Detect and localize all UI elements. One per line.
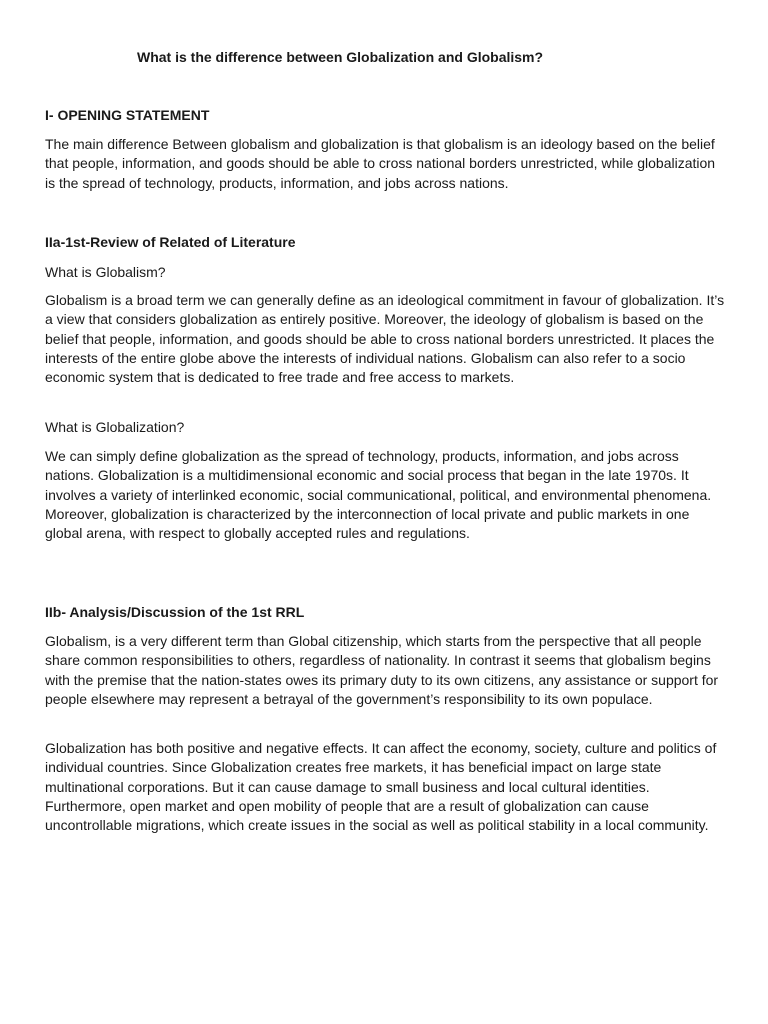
globalism-definition-paragraph: Globalism is a broad term we can generally define as an ideological commitment in favour of globalization. It’s a view that considers globalization as entirely positive. Moreover, the ideology of globalism is based on the belief that people, information, and goods should be able to cross national borders unrestricted. It places the interests of the entire globe above the interests of individual nations. Globalism can also refer to a socio economic system that is dedicated to free trade and free access to markets. (45, 292, 725, 386)
opening-statement-paragraph: The main difference Between globalism and globalization is that globalism is an ideology based on the belief that people, information, and goods should be able to cross national borders unrestricted, while globalization is the spread of technology, products, information, and jobs across nations. (45, 136, 716, 191)
analysis-paragraph-2: Globalization has both positive and negative effects. It can affect the economy, society, culture and politics of individual countries. Since Globalization creates free markets, it has beneficial impact on large state multinational corporations. But it can cause damage to small business and local cultural identities. Furthermore, open market and open mobility of people that are a result of globalization can cause uncontrollable migrations, which create issues in the social as well as political stability in a local community. (45, 740, 717, 834)
opening-statement-heading: I- OPENING STATEMENT (45, 107, 210, 123)
what-is-globalism-question: What is Globalism? (45, 264, 166, 280)
analysis-heading: IIb- Analysis/Discussion of the 1st RRL (45, 604, 305, 620)
globalization-definition-paragraph: We can simply define globalization as the spread of technology, products, information, and jobs across nations. Globalization is a multidimensional economic and social process that began in the late 1970s. It involves a variety of interlinked economic, social communicational, political, and environmental phenomena. Moreover, globalization is characterized by the interconnection of local private and public markets in one global arena, with respect to globally accepted rules and regulations. (45, 448, 712, 542)
document-title: What is the difference between Globalization and Globalism? (137, 49, 544, 65)
what-is-globalization-question: What is Globalization? (45, 419, 185, 435)
review-heading: IIa-1st-Review of Related of Literature (45, 234, 296, 250)
analysis-paragraph-1: Globalism, is a very different term than Global citizenship, which starts from the perspective that all people share common responsibilities to others, regardless of nationality. In contrast it seems that globalism begins with the premise that the nation-states owes its primary duty to its own citizens, any assistance or support for people elsewhere may represent a betrayal of the government’s responsibility to its own populace. (45, 633, 719, 707)
